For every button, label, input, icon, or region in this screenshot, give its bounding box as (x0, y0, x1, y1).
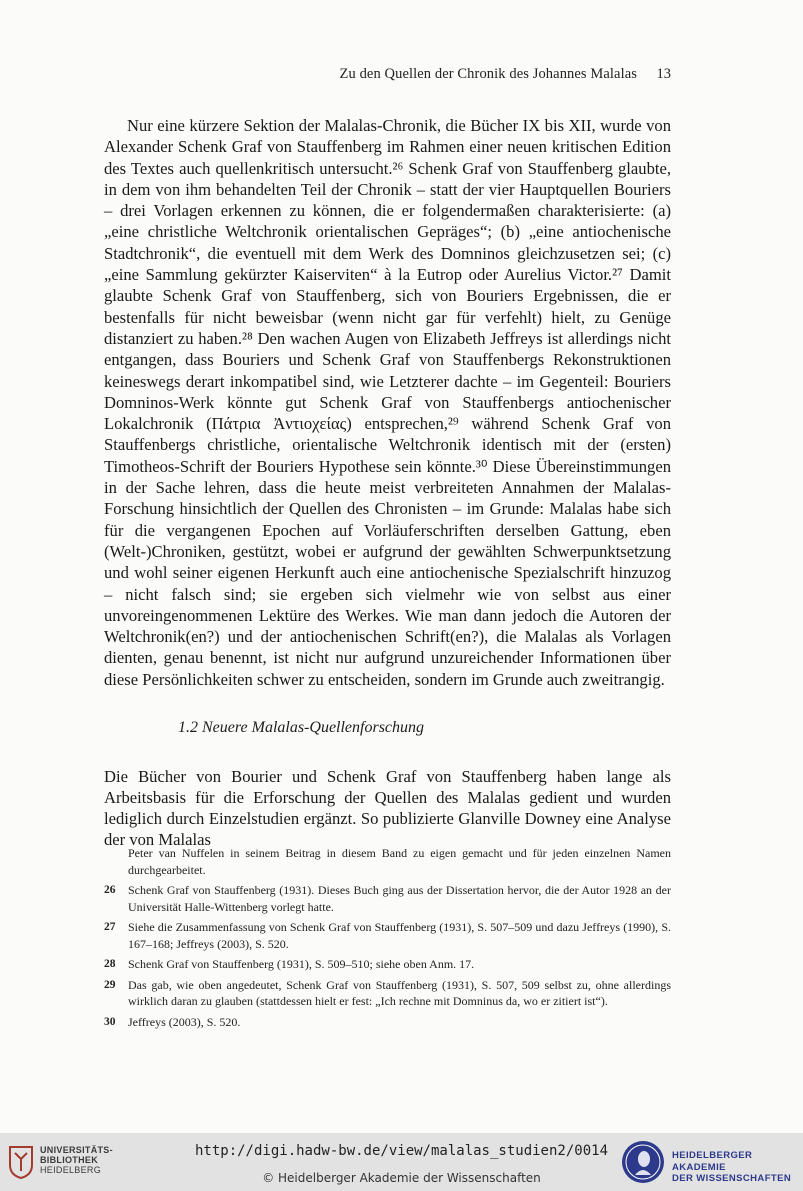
paragraph: Nur eine kürzere Sektion der Malalas-Chronik, die Bücher IX bis XII, wurde von Alexander Schenk Graf von Stauffenberg im Rahmen einer neuen kritischen Edition des Textes auch quellenkritisch untersucht.²⁶ Schenk Graf von Stauffenberg glaubte, in dem von ihm behandelten Teil der Chronik – statt der vier Hauptquellen Bouriers – drei Vorlagen erkennen zu können, die er folgendermaßen charakterisierte: (a) „eine christliche Weltchronik orientalischen Gepräges“; (b) „eine antiochenische Stadtchronik“, die eventuell mit dem Werk des Domninos gleichzusetzen sei; (c) „eine Sammlung gekürzter Kaiserviten“ à la Eutrop oder Aurelius Victor.²⁷ Damit glaubte Schenk Graf von Stauffenberg, sich von Bouriers Ergebnissen, die er bestenfalls für nicht beweisbar (wenn nicht gar für verfehlt) hielt, zu Genüge distanziert zu haben.²⁸ Den wachen Augen von Elizabeth Jeffreys ist allerdings nicht entgangen, dass Bouriers und Schenk Graf von Stauffenbergs Rekonstruktionen keineswegs derart inkompatibel sind, wie Letzterer dachte – im Gegenteil: Bouriers Domninos-Werk könnte gut Schenk Graf von Stauffenbergs antiochenischer Lokalchronik (Πάτρια Ἀντιοχείας) entsprechen,²⁹ während Schenk Graf von Stauffenbergs christliche, orientalische Weltchronik identisch mit der (ersten) Timotheos-Schrift der Bouriers Hypothese sein könnte.³⁰ Diese Übereinstimmungen in der Sache lehren, dass die heute meist verbreiteten Annahmen der Malalas-Forschung hinsichtlich der Quellen des Chronisten – im Grunde: Malalas habe sich für die vergangenen Epochen auf Vorläuferschriften derselben Gattung, eben (Welt-)Chroniken, gestützt, wobei er aufgrund der gewählten Schwerpunktsetzung und wohl seiner eigenen Herkunft auch eine antiochenische Spezialschrift hinzuzog – nicht falsch sind; sie ergeben sich vielmehr wie von selbst aus einer unvoreingenommenen Lektüre des Werkes. Wie man dann jedoch die Autoren der Weltchronik(en?) und der antiochenischen Schrift(en?), die Malalas als Vorlagen dienten, genau benennt, ist nicht nur aufgrund unzureichender Informationen über diese Persönlichkeiten schwer zu entscheiden, sondern im Grunde auch zweitrangig. (104, 116, 671, 689)
footer-bar (0, 1133, 803, 1191)
academy-seal-icon (620, 1139, 666, 1185)
running-title: Zu den Quellen der Chronik des Johannes Malalas (339, 66, 637, 82)
footnote-number: 29 (104, 978, 116, 991)
body-text (104, 115, 671, 690)
footnote (104, 919, 671, 952)
copyright-notice: © Heidelberger Akademie der Wissenschaften (262, 1171, 541, 1185)
academy-logo[interactable] (620, 1139, 800, 1185)
academy-logo-text (672, 1150, 800, 1185)
footnote-text: Jeffreys (2003), S. 520. (128, 1014, 241, 1029)
footnote-number: 28 (104, 958, 116, 970)
page-number: 13 (656, 66, 671, 82)
footnote-text: Schenk Graf von Stauffenberg (1931), S. 509–510; siehe oben Anm. 17. (128, 957, 475, 971)
footnote-text: Siehe die Zusammenfassung von Schenk Graf von Stauffenberg (1931), S. 507–509 und dazu Jeffreys (1990), S. 167–168; Jeffreys (2003), S. 520. (128, 920, 671, 951)
footnote-continuation: Peter van Nuffelen in seinem Beitrag in diesem Band zu eigen gemacht und für jeden einzelnen Namen durchgearbeitet. (128, 846, 671, 877)
footnote-text: Das gab, wie oben angedeutet, Schenk Graf von Stauffenberg (1931), S. 507, 509 selbst zu, ohne allerdings wirklich daran zu glauben (stattdessen hielt er fest: „Ich rechne mit Domninus da, wo er zitiert ist“). (128, 977, 671, 1008)
footnote (104, 977, 671, 1010)
academy-logo-line: HEIDELBERGER AKADEMIE (672, 1150, 753, 1173)
footnote-number: 30 (104, 1015, 116, 1028)
academy-logo-line: DER WISSENSCHAFTEN (672, 1173, 792, 1184)
library-logo-line: UNIVERSITÄTS- (40, 1145, 113, 1155)
library-logo-line: HEIDELBERG (40, 1165, 102, 1175)
footnote-text: Schenk Graf von Stauffenberg (1931). Dieses Buch ging aus der Dissertation hervor, die der Autor 1928 an der Universität Halle-Wittenberg vorlegt hatte. (128, 883, 671, 914)
footnote (104, 1014, 671, 1031)
running-head (104, 66, 671, 86)
footnote-number: 26 (104, 884, 116, 896)
library-logo-line: BIBLIOTHEK (40, 1155, 98, 1165)
footnotes (104, 845, 671, 1034)
footnote (104, 956, 671, 973)
section-heading: 1.2 Neuere Malalas-Quellenforschung (178, 719, 425, 736)
footnote-number: 27 (104, 921, 116, 933)
paragraph: Die Bücher von Bourier und Schenk Graf von Stauffenberg haben lange als Arbeitsbasis für die Erforschung der Quellen des Malalas gedient und wurden lediglich durch Einzelstudien ergänzt. So publizierte Glanville Downey eine Analyse der von Malalas (104, 766, 671, 850)
footnote (104, 882, 671, 915)
permalink-url[interactable]: http://digi.hadw-bw.de/view/malalas_studien2/0014 (194, 1143, 608, 1159)
